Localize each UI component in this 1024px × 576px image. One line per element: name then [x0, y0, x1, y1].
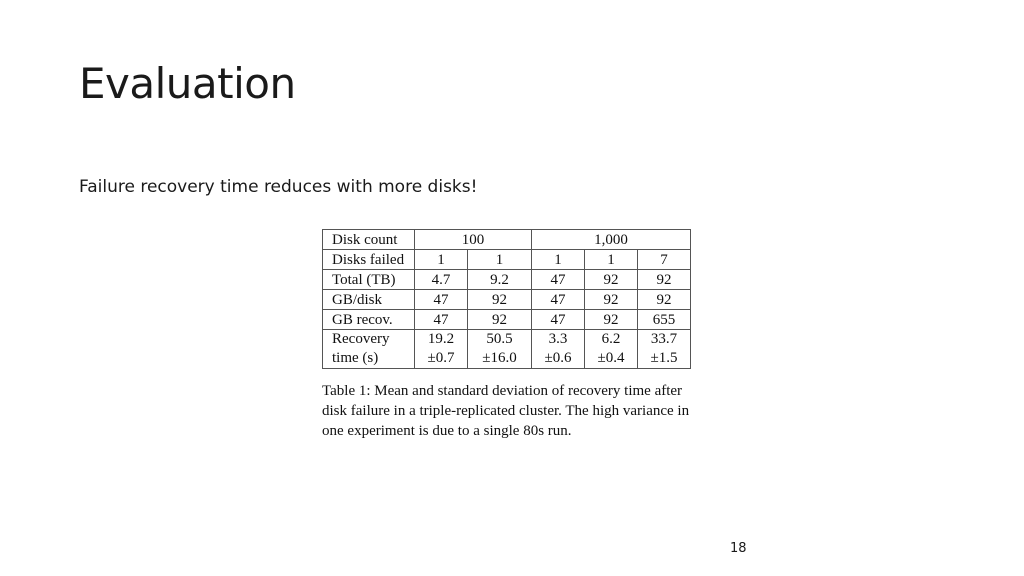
table-row-recovery-time — [323, 330, 691, 369]
stddev-value: ±0.6 — [544, 350, 572, 366]
recovery-time-table — [322, 229, 691, 369]
group-header-1000: 1,000 — [532, 230, 691, 250]
mean-value: 19.2 — [427, 331, 455, 347]
table-cell — [637, 330, 690, 369]
table-cell: 1 — [415, 250, 468, 270]
mean-value: 33.7 — [650, 331, 678, 347]
row-label: Disks failed — [323, 250, 415, 270]
table-cell: 47 — [532, 270, 585, 290]
table-row — [323, 270, 691, 290]
slide-subtitle: Failure recovery time reduces with more disks! — [79, 177, 478, 197]
table-cell — [532, 330, 585, 369]
table-cell: 92 — [585, 310, 638, 330]
table-row — [323, 250, 691, 270]
table-cell: 1 — [585, 250, 638, 270]
row-label: GB/disk — [323, 290, 415, 310]
stddev-value: ±0.7 — [427, 350, 455, 366]
mean-value: 3.3 — [548, 331, 568, 347]
table-cell: 7 — [637, 250, 690, 270]
table-cell — [415, 330, 468, 369]
table-caption: Table 1: Mean and standard deviation of recovery time after disk failure in a triple-replicated cluster. The high variance in one experiment is due to a single 80s run. — [322, 383, 690, 439]
mean-value: 6.2 — [601, 331, 621, 347]
table-cell: 92 — [467, 310, 531, 330]
table-header-row — [323, 230, 691, 250]
stddev-value: ±16.0 — [482, 350, 517, 366]
row-label-line: Recovery — [332, 331, 390, 347]
stddev-value: ±0.4 — [597, 350, 625, 366]
table-cell: 9.2 — [467, 270, 531, 290]
slide-title: Evaluation — [79, 59, 296, 108]
row-label-disk-count: Disk count — [323, 230, 415, 250]
stddev-value: ±1.5 — [650, 350, 678, 366]
table-cell: 92 — [637, 290, 690, 310]
table-cell — [585, 330, 638, 369]
row-label-line: time (s) — [332, 350, 379, 366]
table-row — [323, 310, 691, 330]
table-cell: 1 — [532, 250, 585, 270]
table-cell: 47 — [532, 310, 585, 330]
row-label — [323, 330, 415, 369]
table-row — [323, 290, 691, 310]
table-cell: 4.7 — [415, 270, 468, 290]
table-cell: 92 — [585, 270, 638, 290]
row-label: GB recov. — [323, 310, 415, 330]
table-cell: 92 — [637, 270, 690, 290]
table-cell: 1 — [467, 250, 531, 270]
row-label: Total (TB) — [323, 270, 415, 290]
table-cell: 47 — [532, 290, 585, 310]
table-figure — [322, 229, 694, 441]
table-cell — [467, 330, 531, 369]
table-cell: 655 — [637, 310, 690, 330]
table-cell: 92 — [467, 290, 531, 310]
page-number: 18 — [730, 541, 747, 556]
group-header-100: 100 — [415, 230, 532, 250]
table-cell: 92 — [585, 290, 638, 310]
table-cell: 47 — [415, 290, 468, 310]
table-cell: 47 — [415, 310, 468, 330]
mean-value: 50.5 — [486, 331, 513, 347]
